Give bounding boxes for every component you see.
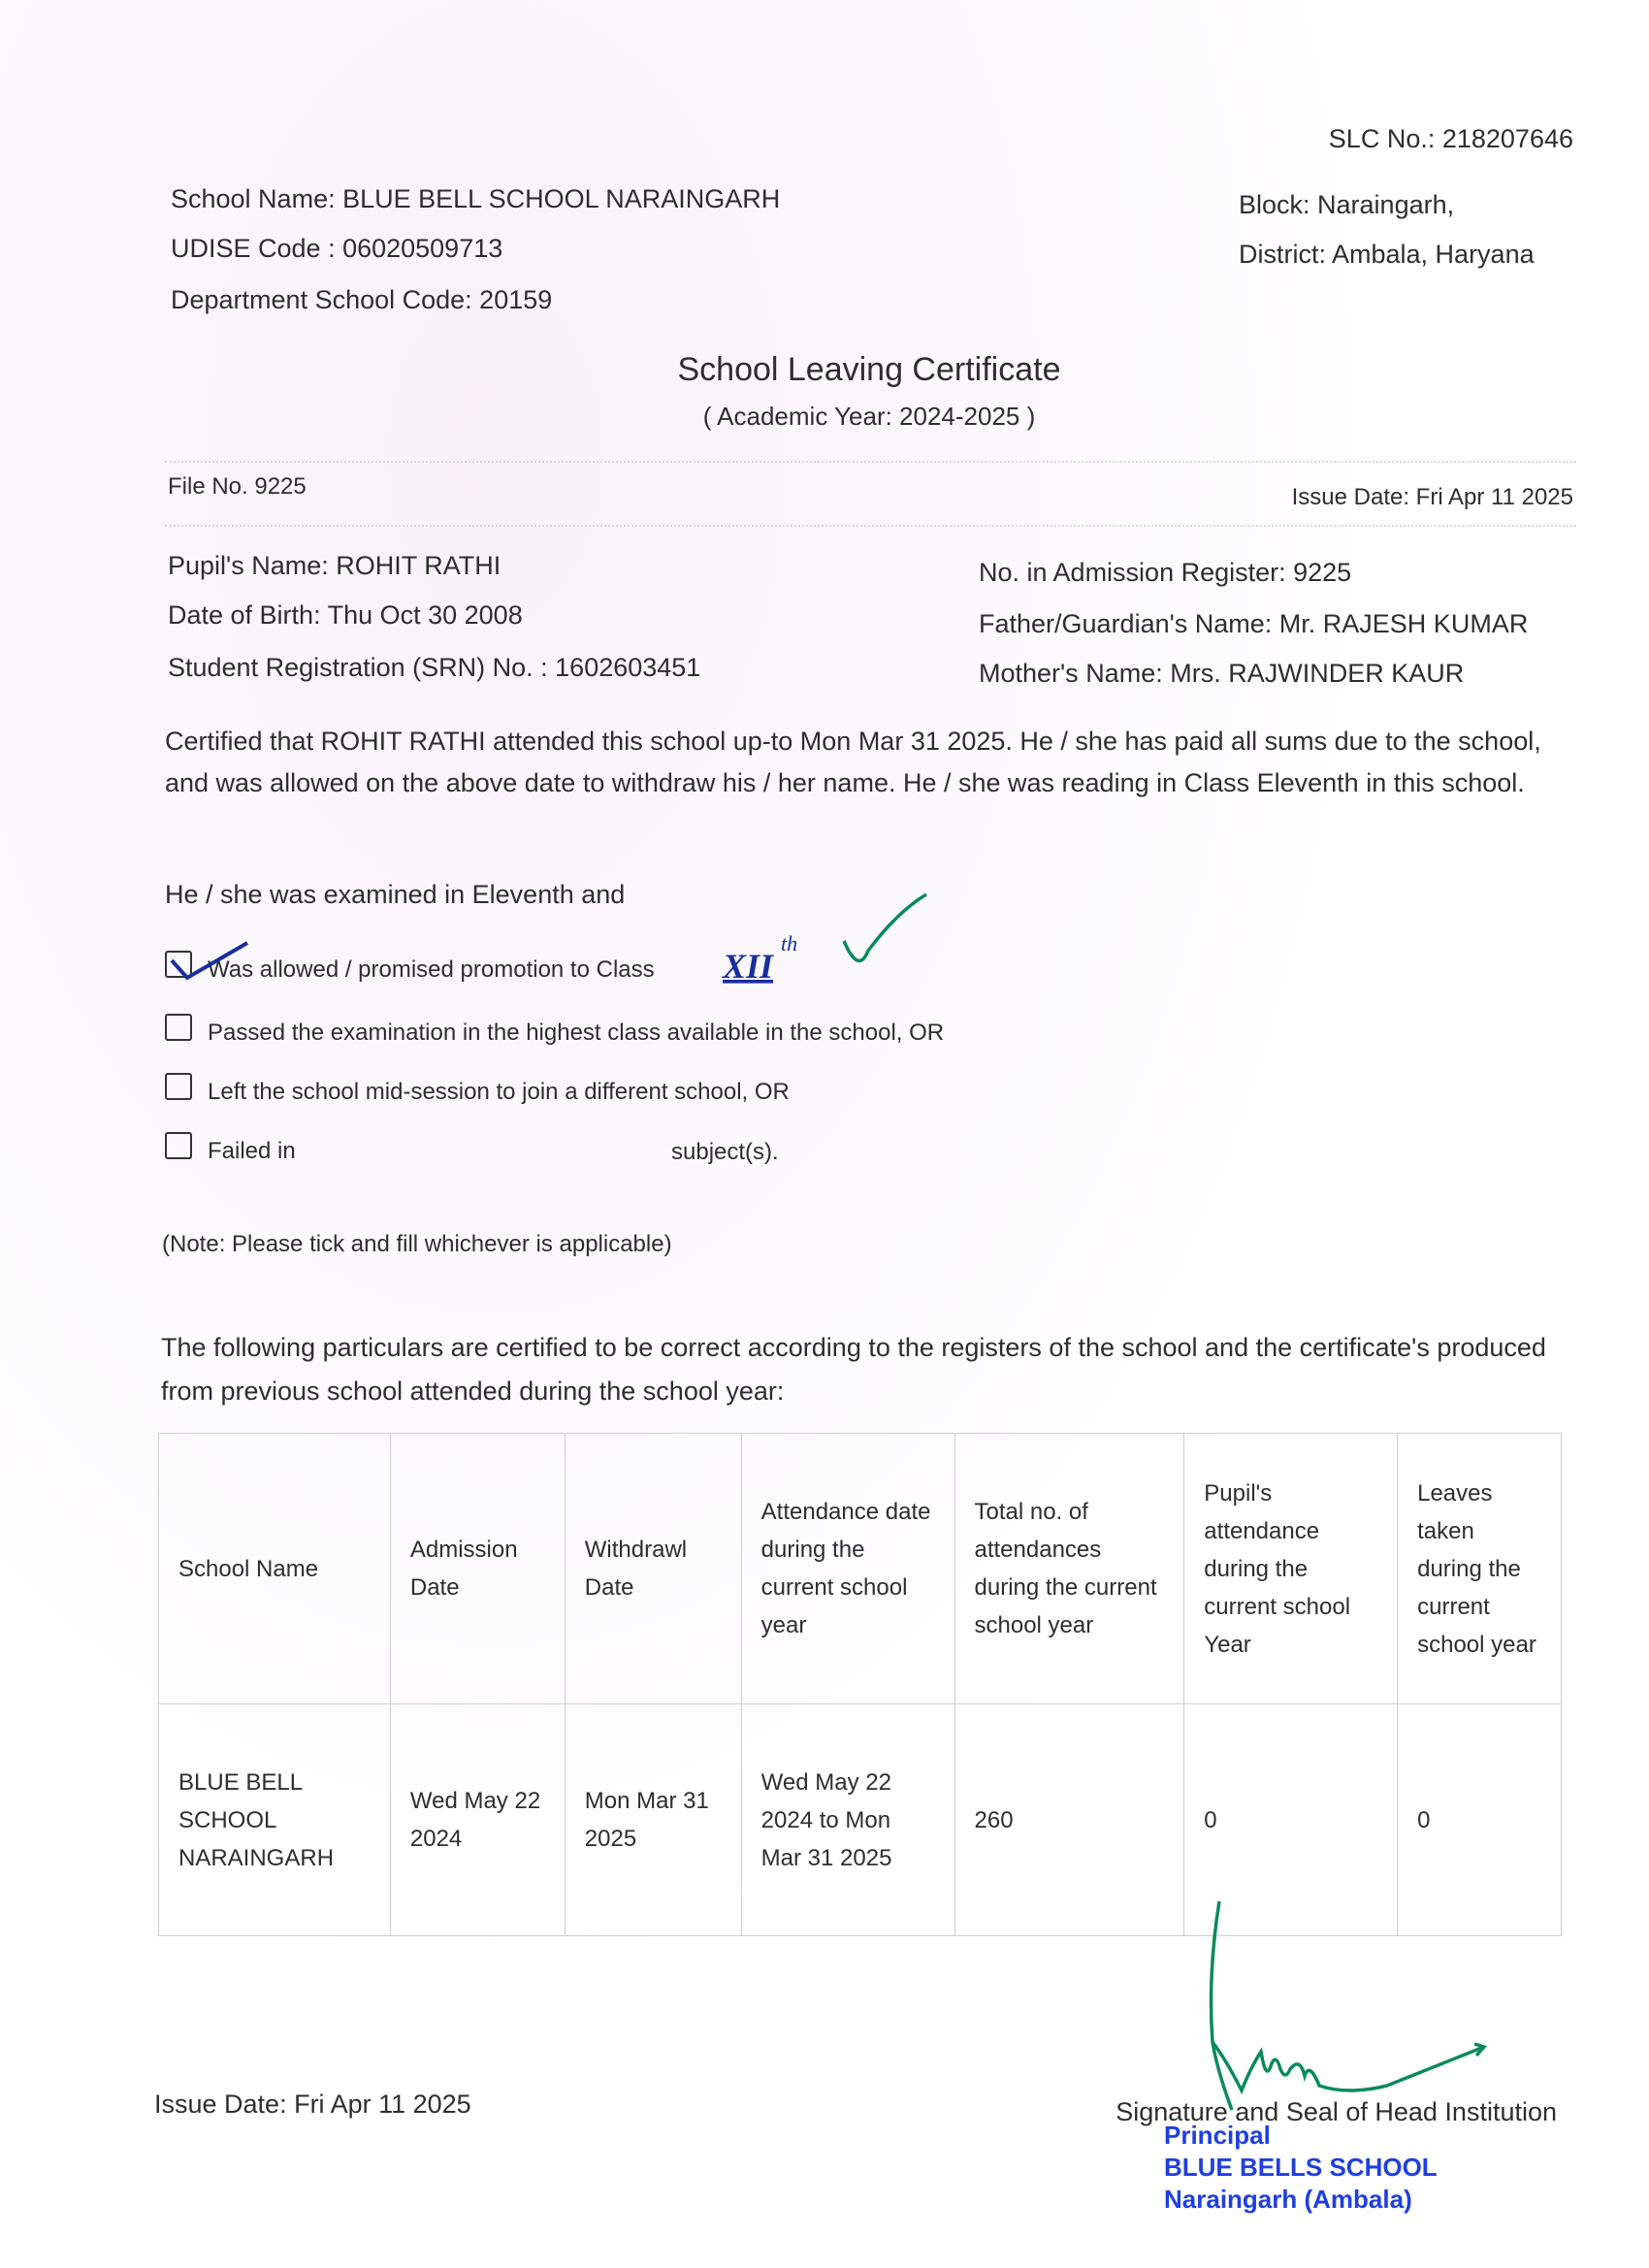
- block: Block: Naraingarh,: [1239, 190, 1455, 219]
- header-admission-date: Admission Date: [390, 1434, 565, 1704]
- handwritten-class-xii: [160, 883, 936, 999]
- issue-date-top: Issue Date: Fri Apr 11 2025: [1291, 484, 1573, 510]
- department-school-code: Department School Code: 20159: [171, 285, 553, 314]
- stamp-line: Principal: [1164, 2121, 1271, 2150]
- date-of-birth: Date of Birth: Thu Oct 30 2008: [168, 600, 523, 630]
- district: District: Ambala, Haryana: [1239, 240, 1535, 269]
- principal-stamp: [1164, 2120, 1438, 2216]
- option-failed-suffix: subject(s).: [671, 1139, 779, 1165]
- header-school-name: School Name: [159, 1434, 391, 1704]
- cell-pupil-attendance: 0: [1184, 1704, 1398, 1936]
- file-number: File No. 9225: [168, 473, 307, 500]
- header-pupil-attendance: Pupil's attendance during the current school Year: [1184, 1434, 1398, 1704]
- admission-register-number: No. in Admission Register: 9225: [979, 558, 1352, 587]
- header-attendance-date: Attendance date during the current school year: [741, 1434, 954, 1704]
- cell-leaves-taken: 0: [1398, 1704, 1562, 1936]
- particulars-table: [158, 1433, 1562, 1936]
- slc-number: SLC No.: 218207646: [1328, 124, 1573, 153]
- cell-withdrawl-date: Mon Mar 31 2025: [565, 1704, 741, 1936]
- page-title: School Leaving Certificate: [677, 351, 1061, 388]
- table-header-row: [159, 1434, 1562, 1704]
- option-left-label: Left the school mid-session to join a different school, OR: [208, 1079, 790, 1105]
- cell-attendance-date: Wed May 22 2024 to Mon Mar 31 2025: [741, 1704, 954, 1936]
- issue-date-bottom: Issue Date: Fri Apr 11 2025: [154, 2090, 471, 2119]
- option-failed-label: Failed in: [208, 1138, 296, 1164]
- note: (Note: Please tick and fill whichever is applicable): [162, 1231, 672, 1257]
- school-name: School Name: BLUE BELL SCHOOL NARAINGARH: [171, 184, 781, 213]
- examined-text: He / she was examined in Eleventh and: [165, 880, 626, 909]
- option-passed-label: Passed the examination in the highest class available in the school, OR: [208, 1020, 945, 1046]
- svg-text:XII: XII: [723, 947, 774, 986]
- cell-total-attendances: 260: [954, 1704, 1184, 1936]
- checkbox-passed-highest[interactable]: [165, 1014, 192, 1041]
- divider: [165, 461, 1576, 463]
- header-leaves-taken: Leaves taken during the current school year: [1398, 1434, 1562, 1704]
- mother-name: Mother's Name: Mrs. RAJWINDER KAUR: [979, 659, 1465, 688]
- option-promotion-label: Was allowed / promised promotion to Class: [208, 956, 655, 983]
- divider: [165, 525, 1576, 527]
- principal-signature: [1193, 1896, 1513, 2129]
- pupil-name: Pupil's Name: ROHIT RATHI: [168, 551, 501, 580]
- academic-year: ( Academic Year: 2024-2025 ): [702, 402, 1036, 431]
- udise-code: UDISE Code : 06020509713: [171, 234, 503, 263]
- stamp-line: Naraingarh (Ambala): [1164, 2185, 1412, 2214]
- checkbox-failed[interactable]: [165, 1132, 192, 1159]
- srn-number: Student Registration (SRN) No. : 1602603451: [168, 653, 701, 682]
- header-withdrawl-date: Withdrawl Date: [565, 1434, 741, 1704]
- svg-text:th: th: [781, 931, 798, 956]
- checkbox-left-mid-session[interactable]: [165, 1073, 192, 1100]
- cell-admission-date: Wed May 22 2024: [390, 1704, 565, 1936]
- particulars-intro: The following particulars are certified to be correct according to the registers of the school and the certificate's produced from previous school attended during the school year:: [161, 1333, 1546, 1406]
- stamp-line: BLUE BELLS SCHOOL: [1164, 2153, 1438, 2182]
- signature-label: Signature and Seal of Head Institution: [1116, 2097, 1557, 2126]
- header-total-attendances: Total no. of attendances during the current school year: [954, 1434, 1184, 1704]
- certification-text: Certified that ROHIT RATHI attended this school up-to Mon Mar 31 2025. He / she has paid all sums due to the school, and was allowed on the above date to withdraw his / her name. He / she was reading in Class Eleventh in this school.: [165, 727, 1541, 797]
- father-name: Father/Guardian's Name: Mr. RAJESH KUMAR: [979, 609, 1529, 638]
- cell-school-name: BLUE BELL SCHOOL NARAINGARH: [159, 1704, 391, 1936]
